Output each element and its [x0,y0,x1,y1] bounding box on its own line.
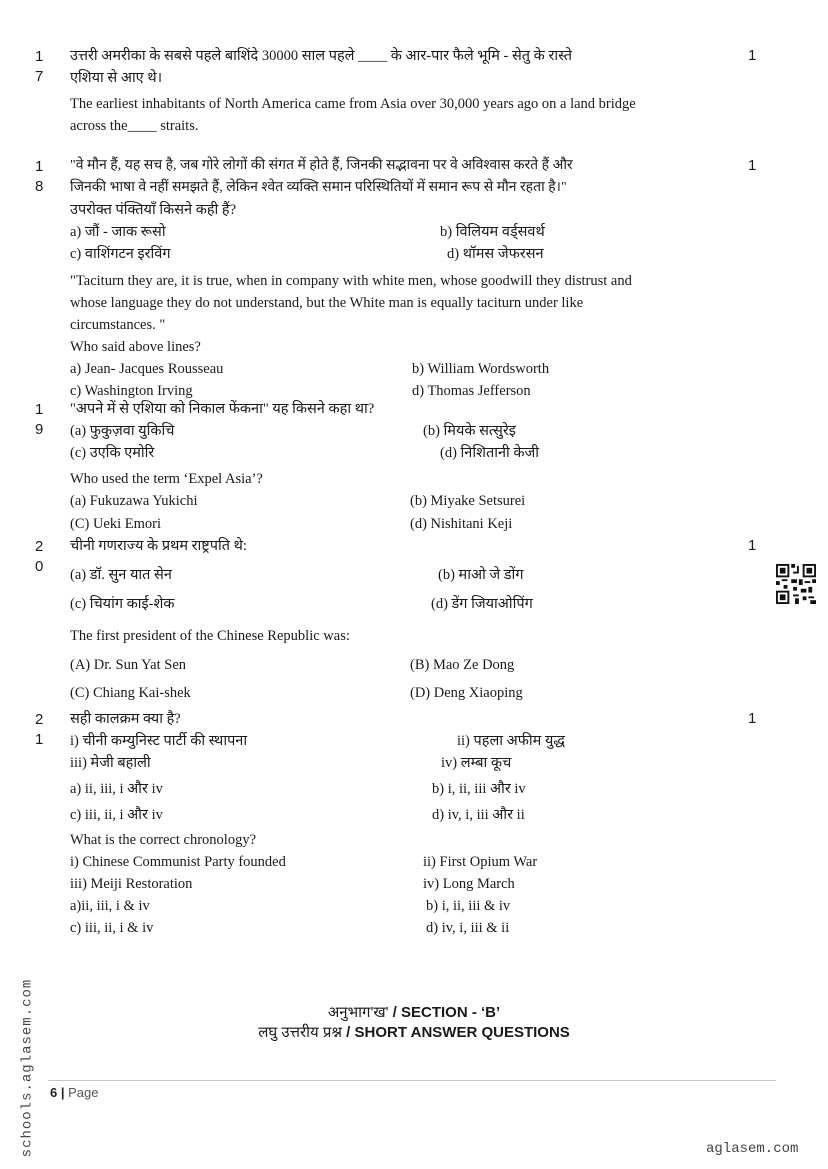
page-label: Page [68,1085,99,1100]
option-c-hindi: (c) चियांग काई-शेक [70,596,175,612]
option-d-hindi: d) थॉमस जेफरसन [447,246,544,262]
qr-code-icon [776,564,816,604]
item-ii-hindi: ii) पहला अफीम युद्ध [457,733,565,749]
question-number: 2 [35,711,44,728]
question-number-2: 8 [35,178,44,195]
section-subtitle-hindi: लघु उत्तरीय प्रश्न [258,1024,343,1041]
option-d-hindi: d) iv, i, iii और ii [432,807,525,823]
option-b: (b) Miyake Setsurei [410,493,526,509]
marks: 1 [748,157,757,174]
question-number-2: 0 [35,558,44,575]
section-subtitle [0,1022,828,1042]
item-i: i) Chinese Communist Party founded [70,854,286,870]
section-subtitle-english: / SHORT ANSWER QUESTIONS [342,1024,570,1041]
item-iv-hindi: iv) लम्बा कूच [441,755,512,771]
q17-english-line2: across the____ straits. [70,118,199,134]
option-c: (C) Ueki Emori [70,516,162,532]
item-iii: iii) Meiji Restoration [70,876,193,892]
option-d-hindi: (d) निशितानी केजी [440,445,540,461]
footer-divider [48,1080,776,1081]
option-c-hindi: c) वाशिंगटन इरविंग [70,246,171,262]
option-c: c) Washington Irving [70,383,193,399]
option-c-hindi: (c) उएकि एमोरि [70,445,155,461]
option-b-hindi: (b) मियके सत्सुरेइ [423,423,516,439]
item-ii: ii) First Opium War [423,854,538,870]
question-number: 1 [35,158,44,175]
question-number-2: 7 [35,68,44,85]
option-b: (B) Mao Ze Dong [410,657,515,673]
marks: 1 [748,710,757,727]
option-a: a) Jean- Jacques Rousseau [70,361,224,377]
side-watermark: schools.aglasem.com [19,978,36,1158]
option-a-hindi: (a) फुकुज़वा युकिचि [70,423,175,439]
item-iv: iv) Long March [423,876,515,892]
option-d: d) Thomas Jefferson [412,383,531,399]
option-c-hindi: c) iii, ii, i और iv [70,807,163,823]
question-number-2: 1 [35,731,44,748]
page-footer: 6 | Page [50,1085,99,1100]
option-a-hindi: (a) डॉ. सुन यात सेन [70,567,172,583]
item-i-hindi: i) चीनी कम्युनिस्ट पार्टी की स्थापना [70,733,248,749]
q18-hindi-line1: "वे मौन हैं, यह सच है, जब गोरे लोगों की संगत में होते हैं, जिनकी सद्भावना पर वे अविश्वास करते हैं और [70,158,573,173]
option-b-hindi: b) i, ii, iii और iv [432,781,526,797]
q17-hindi-line1: उत्तरी अमरीका के सबसे पहले बाशिंदे 30000 साल पहले ____ के आर-पार फैले भूमि - सेतु के रास्ते [70,48,573,64]
option-d: d) iv, i, iii & ii [426,920,510,936]
item-iii-hindi: iii) मेजी बहाली [70,755,151,771]
marks: 1 [748,47,757,64]
option-a-hindi: a) जौं - जाक रूसो [70,224,166,240]
q20-hindi-line1: चीनी गणराज्य के प्रथम राष्ट्रपति थे: [70,538,247,554]
q18-hindi-line3: उपरोक्त पंक्तियाँ किसने कही हैं? [70,202,237,218]
bottom-watermark: aglasem.com [706,1141,799,1157]
q18-english-line3: circumstances. " [70,317,166,333]
q20-english-line1: The first president of the Chinese Republic was: [70,628,350,644]
option-a: (a) Fukuzawa Yukichi [70,493,198,509]
option-a: a)ii, iii, i & iv [70,898,150,914]
section-title [0,1002,828,1022]
q19-english-line1: Who used the term ‘Expel Asia’? [70,471,263,487]
marks: 1 [748,537,757,554]
q18-english-line4: Who said above lines? [70,339,201,355]
option-b-hindi: (b) माओ जे डोंग [438,567,524,583]
option-c: c) iii, ii, i & iv [70,920,154,936]
question-number: 2 [35,538,44,555]
question-number: 1 [35,48,44,65]
option-a: (A) Dr. Sun Yat Sen [70,657,187,673]
option-b: b) William Wordsworth [412,361,550,377]
page-number: 6 [50,1085,58,1100]
q19-hindi-line1: "अपने में से एशिया को निकाल फेंकना" यह किसने कहा था? [70,401,375,417]
option-d: (D) Deng Xiaoping [410,685,523,701]
option-a-hindi: a) ii, iii, i और iv [70,781,163,797]
option-b: b) i, ii, iii & iv [426,898,511,914]
q21-english-line1: What is the correct chronology? [70,832,257,848]
option-d: (d) Nishitani Keji [410,516,513,532]
q17-hindi-line2: एशिया से आए थे। [70,70,163,86]
q18-english-line1: "Taciturn they are, it is true, when in company with white men, whose goodwill they distrust and [70,273,632,289]
q21-hindi-line1: सही कालक्रम क्या है? [70,711,181,727]
question-number-2: 9 [35,421,44,438]
q18-english-line2: whose language they do not understand, but the White man is equally taciturn under like [70,295,584,311]
q17-english-line1: The earliest inhabitants of North America came from Asia over 30,000 years ago on a land bridge [70,96,636,112]
option-d-hindi: (d) डेंग जियाओपिंग [431,596,533,612]
section-title-hindi: अनुभाग'ख' [327,1004,389,1021]
option-c: (C) Chiang Kai-shek [70,685,191,701]
section-title-english: / SECTION - ‘B’ [388,1004,501,1021]
question-number: 1 [35,401,44,418]
option-b-hindi: b) विलियम वर्ड्सवर्थ [440,224,545,240]
q18-hindi-line2: जिनकी भाषा वे नहीं समझते हैं, लेकिन श्वेत व्यक्ति समान परिस्थितियों में समान रूप से मौन रहता है।" [70,180,567,195]
